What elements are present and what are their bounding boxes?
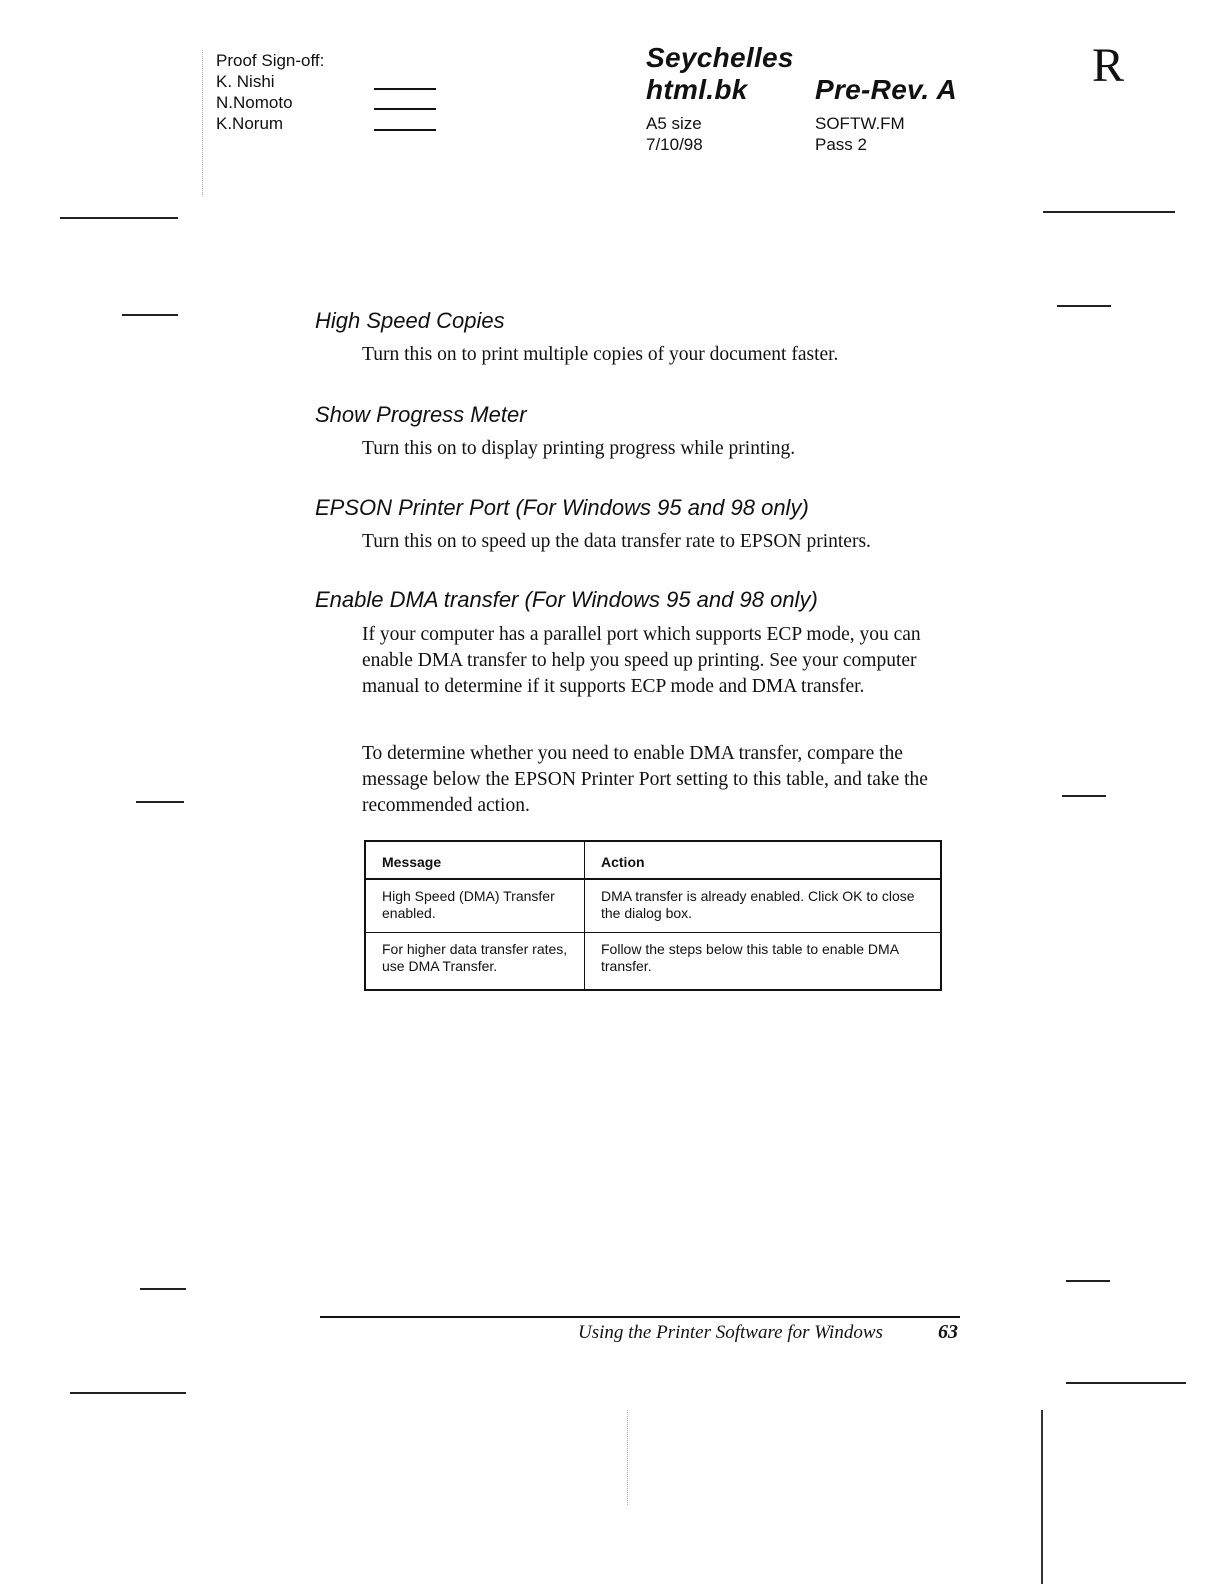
signoff-line (374, 129, 436, 131)
crop-mark (136, 801, 184, 803)
signoff-line (374, 88, 436, 90)
section-heading: EPSON Printer Port (For Windows 95 and 98 only) (315, 495, 809, 520)
table-cell: DMA transfer is already enabled. Click OK to close the dialog box. (585, 879, 942, 933)
table-cell: High Speed (DMA) Transfer enabled. (365, 879, 585, 933)
book-name: html.bk (646, 74, 748, 105)
signoff-line (374, 108, 436, 110)
section-heading: Enable DMA transfer (For Windows 95 and 98 only) (315, 587, 818, 612)
fold-guide (627, 1410, 628, 1505)
header-date: 7/10/98 (646, 135, 703, 154)
table-header-action: Action (585, 841, 942, 879)
crop-mark (1043, 211, 1175, 213)
table-header-message: Message (365, 841, 585, 879)
section-heading: Show Progress Meter (315, 402, 527, 427)
footer-rule (320, 1316, 960, 1318)
section-body: If your computer has a parallel port which supports ECP mode, you can enable DMA transfer to help you speed up printing. See your computer manual to determine if it supports ECP mode and DMA transfer. (362, 624, 921, 697)
table-row (365, 933, 941, 991)
file-name: SOFTW.FM (815, 114, 905, 133)
table-cell: For higher data transfer rates, use DMA Transfer. (365, 933, 585, 991)
message-action-table (364, 840, 942, 991)
table-row (365, 879, 941, 933)
table-header-row (365, 841, 941, 879)
crop-mark (1066, 1280, 1110, 1282)
product-name: Seychelles (646, 42, 794, 73)
signoff-name: N.Nomoto (216, 93, 293, 112)
section-body-continued: To determine whether you need to enable DMA transfer, compare the message below the EPSON Printer Port setting to this table, and take the recommended action. (362, 743, 928, 816)
signoff-title: Proof Sign-off: (216, 51, 325, 70)
section-body: Turn this on to speed up the data transfer rate to EPSON printers. (362, 531, 871, 552)
crop-mark (140, 1288, 186, 1290)
fold-guide (202, 50, 203, 195)
pass-label: Pass 2 (815, 135, 867, 154)
page-number: 63 (938, 1321, 958, 1343)
proof-signoff-block (216, 50, 324, 134)
crop-mark (1057, 305, 1111, 307)
crop-mark (1062, 795, 1106, 797)
section-heading: High Speed Copies (315, 308, 505, 333)
crop-mark (1041, 1410, 1043, 1584)
revision-label: Pre-Rev. A (815, 74, 958, 105)
section-body: Turn this on to print multiple copies of your document faster. (362, 344, 839, 365)
signoff-name: K. Nishi (216, 72, 275, 91)
corner-registration-mark: R (1092, 39, 1125, 92)
crop-mark (122, 314, 178, 316)
crop-mark (70, 1392, 186, 1394)
signoff-name: K.Norum (216, 114, 284, 133)
footer-title: Using the Printer Software for Windows (578, 1322, 883, 1343)
crop-mark (1066, 1382, 1186, 1384)
section-body: Turn this on to display printing progress while printing. (362, 438, 796, 459)
crop-mark (60, 217, 178, 219)
table-cell: Follow the steps below this table to enable DMA transfer. (585, 933, 942, 991)
page-size: A5 size (646, 114, 702, 133)
